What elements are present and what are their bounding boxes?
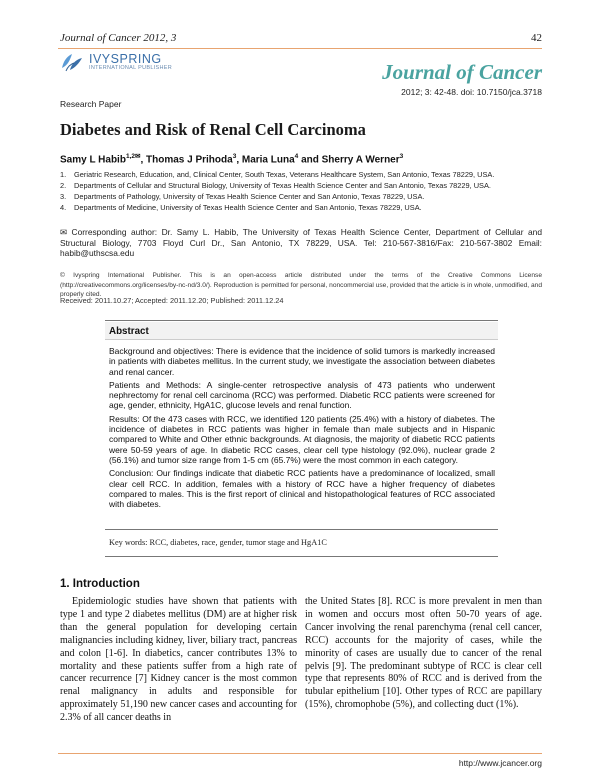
affiliation-number: 3. bbox=[60, 192, 67, 201]
page-number: 42 bbox=[531, 32, 542, 44]
publisher-logo bbox=[60, 52, 172, 72]
publisher-subtitle: INTERNATIONAL PUBLISHER bbox=[89, 64, 172, 71]
abstract-header-bar bbox=[105, 322, 498, 340]
publisher-name: IVYSPRING bbox=[89, 51, 162, 66]
citation: 2012; 3: 42-48. doi: 10.7150/jca.3718 bbox=[401, 87, 542, 97]
abstract-heading: Abstract bbox=[109, 326, 149, 337]
author-affiliation-mark: 3 bbox=[232, 153, 237, 160]
affiliation-item bbox=[60, 180, 550, 191]
affiliation-item bbox=[60, 202, 550, 213]
author-name: Sherry A Werner bbox=[321, 154, 400, 166]
affiliation-number: 1. bbox=[60, 170, 67, 179]
affiliation-number: 2. bbox=[60, 181, 67, 190]
abstract-paragraph: Patients and Methods: A single-center retrospective analysis of 473 patients who underwent nephrectomy for renal cell carcinoma (RCC) was performed. Diabetic RCC patients were screened for age, gender, ethnicity, HgA1C, glucose levels and renal function. bbox=[109, 379, 495, 411]
publication-dates: Received: 2011.10.27; Accepted: 2011.12.20; Published: 2011.12.24 bbox=[60, 296, 284, 305]
keywords: Key words: RCC, diabetes, race, gender, tumor stage and HgA1C bbox=[109, 538, 327, 547]
header-divider bbox=[58, 48, 542, 49]
abstract-paragraph: Results: Of the 473 cases with RCC, we identified 120 patients (25.4%) with a history of diabetes. The incidence of diabetes in RCC patients was higher in female than male subjects and in Hispanic compared to White and Other ethnic backgrounds. At diagnosis, the majority of diabetic RCC patients were 50-59 years of age. In diabetic RCC cases, clear cell type histology (92.0%), nuclear grade 2 (56.1%) and tumor size range from 1-5 cm (65.7%) were the most common in each category. bbox=[109, 413, 495, 465]
affiliation-text: Departments of Pathology, University of Texas Health Science Center and San Antonio, Texas 78229, USA. bbox=[74, 192, 425, 201]
abstract-paragraph: Conclusion: Our findings indicate that diabetic RCC patients have a predominance of localized, small clear cell RCC. In addition, females with a history of RCC have a higher frequency of diabetes compared to males. This is the first report of clinical and histopathological features of RCC associated with diabetes. bbox=[109, 468, 495, 510]
ivy-leaf-icon bbox=[60, 52, 84, 72]
body-paragraph: Epidemiologic studies have shown that patients with type 1 and type 2 diabetes mellitus (DM) are at higher risk than the general population for developing certain malignancies including kidney, liver, biliary tract, pancreas and colon [1-6]. In diabetics, cancer contributes 13% to mortality and these patients suffer from a high rate of cancer recurrence [7] Kidney cancer is the most common renal malignancy in adults and responsible for approximately 51,190 new cancer cases and accounting for 2.3% of all cancer deaths in bbox=[60, 596, 297, 724]
author-name: Maria Luna bbox=[241, 154, 295, 166]
section-heading: 1. Introduction bbox=[60, 578, 140, 590]
author-name: Thomas J Prihoda bbox=[146, 154, 233, 166]
affiliation-text: Geriatric Research, Education, and, Clinical Center, South Texas, Veterans Healthcare System, San Antonio, Texas 78229, USA. bbox=[74, 170, 495, 179]
article-title: Diabetes and Risk of Renal Cell Carcinoma bbox=[60, 120, 366, 139]
intro-column-right bbox=[305, 596, 542, 712]
abstract-body bbox=[109, 346, 495, 512]
corresponding-author: ✉ Corresponding author: Dr. Samy L. Habib, The University of Texas Health Science Center, Department of Cellular and Structural Biology, 7703 Floyd Curl Dr., San Antonio, TX 78229, USA. Tel: 210-567-3816/Fax: 210-567-3802 Email: habib@uthscsa.edu bbox=[60, 227, 542, 258]
running-header-journal: Journal of Cancer 2012, 3 bbox=[60, 32, 177, 44]
author-name: Samy L Habib bbox=[60, 154, 126, 166]
intro-column-left bbox=[60, 596, 297, 725]
body-paragraph: the United States [8]. RCC is more prevalent in men than in women and occurs most often 50-70 years of age. Cancer involving the renal parenchyma (renal cell cancer, RCC) accounts for the majority of cases, while the minority of cases are usually due to cancer of the renal pelvis [9]. The predominant subtype of RCC is clear cell type that represents 80% of RCC and is derived from the tubular epithelium [10]. Other types of RCC are papillary (15%), chromophobe (5%), and collecting duct (1%). bbox=[305, 596, 542, 711]
affiliations bbox=[60, 169, 550, 213]
author-affiliation-mark: 3 bbox=[399, 153, 404, 160]
footer-divider bbox=[58, 753, 542, 754]
footer-url[interactable]: http://www.jcancer.org bbox=[458, 758, 542, 768]
affiliation-number: 4. bbox=[60, 203, 67, 212]
affiliation-item bbox=[60, 191, 550, 202]
affiliation-text: Departments of Medicine, University of Texas Health Science Center and San Antonio, Texas 78229, USA. bbox=[74, 203, 422, 212]
affiliation-item bbox=[60, 169, 550, 180]
article-type: Research Paper bbox=[60, 99, 122, 109]
journal-name: Journal of Cancer bbox=[382, 60, 542, 84]
affiliation-text: Departments of Cellular and Structural Biology, University of Texas Health Science Center and San Antonio, Texas 78229, USA. bbox=[74, 181, 491, 190]
abstract-paragraph: Background and objectives: There is evidence that the incidence of solid tumors is markedly increased in patients with diabetes mellitus. In the current study, we investigate the association between diabetes and renal cancer. bbox=[109, 346, 495, 377]
author-affiliation-mark: 4 bbox=[294, 153, 299, 160]
author-list: Samy L Habib$^{1,2✉}$, Thomas J Prihoda$^3$, Maria Luna$^4$ and Sherry A Werner$^3$ bbox=[60, 153, 404, 166]
license-notice: © Ivyspring International Publisher. This is an open-access article distributed under the terms of the Creative Commons License (http://creativecommons.org/licenses/by-nc-nd/3.0/). Reproduction is permitted for personal, noncommercial use, provided that the article is in whole, unmodified, and properly cited. bbox=[60, 272, 542, 298]
author-affiliation-mark: 1,2✉ bbox=[125, 153, 141, 160]
keywords-divider bbox=[105, 556, 498, 557]
